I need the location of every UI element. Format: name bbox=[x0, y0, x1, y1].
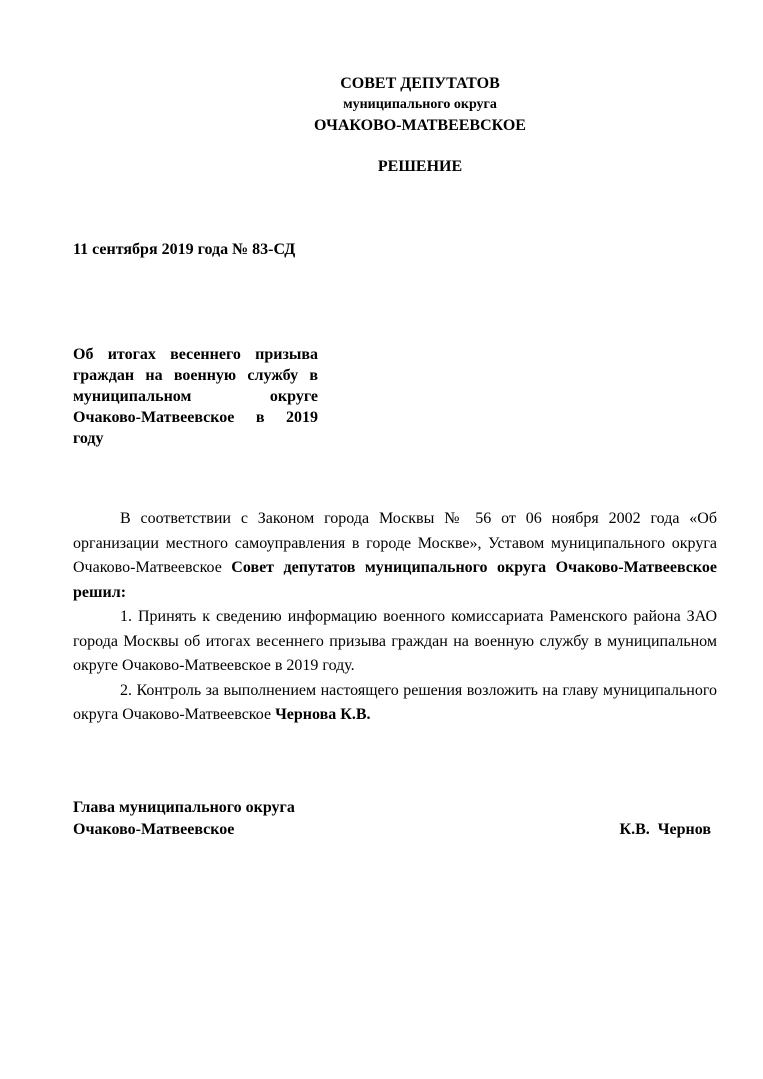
subject-line: муниципальном округе bbox=[73, 388, 318, 405]
signatory-name: К.В. Чернов bbox=[619, 821, 711, 838]
district-name: ОЧАКОВО-МАТВЕЕВСКОЕ bbox=[314, 117, 526, 134]
subject-line: году bbox=[73, 430, 104, 447]
council-title: СОВЕТ ДЕПУТАТОВ bbox=[340, 75, 500, 92]
signature-block bbox=[73, 797, 717, 841]
signatory-title: Глава муниципального округа bbox=[73, 799, 295, 816]
decision-subject bbox=[73, 344, 318, 449]
clause-2-text: 2. Контроль за выполнением настоящего решения возложить на главу муниципального округа Очаково-Матвеевское bbox=[73, 681, 717, 723]
subject-line: граждан на военную службу в bbox=[73, 367, 318, 384]
decision-body bbox=[73, 507, 717, 728]
preamble-text: В соответствии с Законом города Москвы № 56 от 06 ноября 2002 года «Об организации местного самоуправления в городе Москве», Уставом муниципального округа Очаково-Матвеевское bbox=[73, 510, 717, 576]
council-subtitle: муниципального округа bbox=[343, 97, 497, 112]
document-type: РЕШЕНИЕ bbox=[377, 158, 463, 175]
clause-1: 1. Принять к сведению информацию военного комиссариата Раменского района ЗАО города Москвы об итогах весеннего призыва граждан на военную службу в муниципальном округе Очаково-Матвеевское в 2019 году. bbox=[73, 608, 717, 674]
signatory-district: Очаково-Матвеевское bbox=[73, 821, 235, 838]
signatory-row bbox=[73, 819, 717, 841]
clause-2-person: Чернова К.В. bbox=[275, 706, 371, 723]
clause-2 bbox=[73, 679, 717, 728]
preamble-paragraph bbox=[73, 507, 717, 605]
subject-line: Об итогах весеннего призыва bbox=[73, 346, 318, 363]
preamble-resolution: Совет депутатов муниципального округа Очаково-Матвеевское решил: bbox=[73, 559, 717, 601]
subject-line: Очаково-Матвеевское в 2019 bbox=[73, 409, 318, 426]
date-and-number: 11 сентября 2019 года № 83-СД bbox=[73, 241, 296, 258]
